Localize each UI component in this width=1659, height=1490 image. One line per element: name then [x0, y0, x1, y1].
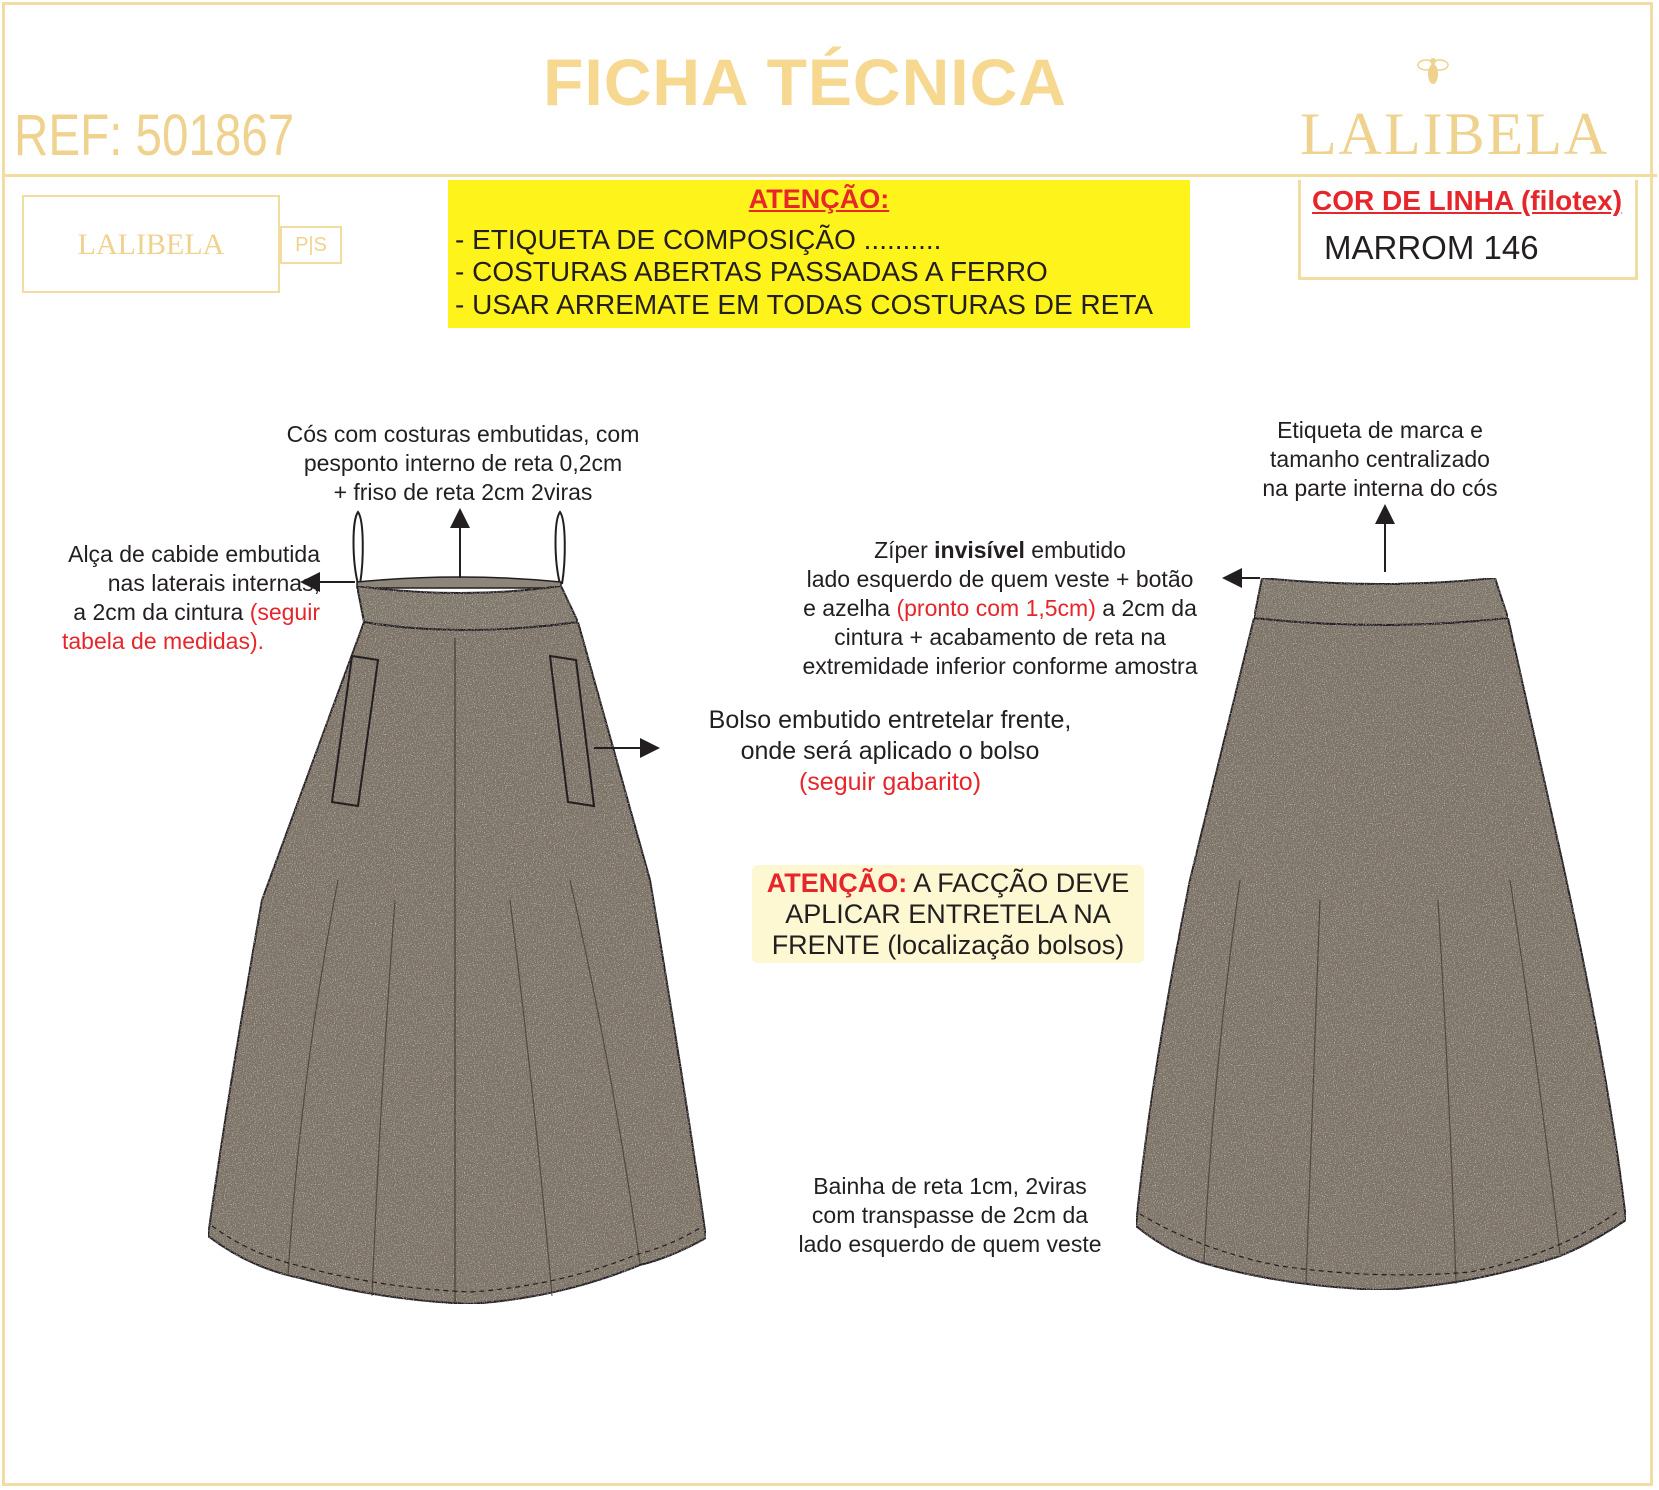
hanger-loop-right	[556, 512, 565, 584]
page-title: FICHA TÉCNICA	[543, 45, 1067, 119]
attention-title: ATENÇÃO:	[748, 184, 890, 214]
hanger-loop-left	[354, 512, 363, 584]
thread-color-value: MARROM 146	[1324, 229, 1539, 266]
zipper-note: Zíper invisível embutido lado esquerdo de quem veste + botão e azelha (pronto com 1,5cm) a 2cm da cintura + acabamento de reta na extremidade inferior conforme amostra	[802, 537, 1198, 679]
attention-line-1: - ETIQUETA DE COMPOSIÇÃO ..........	[455, 224, 942, 255]
attention-line-3: - USAR ARREMATE EM TODAS COSTURAS DE RETA	[455, 289, 1154, 320]
skirt-front-waistband	[357, 586, 578, 630]
hanger-loop-note: Alça de cabide embutida nas laterais internas, a 2cm da cintura (seguir tabela de medidas).	[62, 541, 320, 654]
skirt-back	[1136, 578, 1626, 1290]
skirt-back-waistband	[1254, 578, 1508, 625]
brand-logo: LALIBELA	[1300, 101, 1610, 167]
interfacing-attention-note: ATENÇÃO: A FACÇÃO DEVE APLICAR ENTRETELA NA FRENTE (localização bolsos)	[766, 868, 1130, 960]
waistband-note: Cós com costuras embutidas, com pesponto interno de reta 0,2cm + friso de reta 2cm 2viras	[286, 421, 640, 505]
attention-line-2: - COSTURAS ABERTAS PASSADAS A FERRO	[455, 256, 1048, 287]
hem-note: Bainha de reta 1cm, 2viras com transpasse de 2cm da lado esquerdo de quem veste	[798, 1173, 1102, 1257]
size-tag: P|S	[280, 226, 342, 264]
brand-tag-note: Etiqueta de marca e tamanho centralizado na parte interna do cós	[1262, 417, 1498, 501]
reference-code: REF: 501867	[14, 103, 295, 168]
pocket-note: Bolso embutido entretelar frente, onde será aplicado o bolso (seguir gabarito)	[708, 706, 1072, 796]
thread-color-title: COR DE LINHA (filotex)	[1312, 185, 1623, 216]
brand-label-text: LALIBELA	[77, 228, 225, 261]
